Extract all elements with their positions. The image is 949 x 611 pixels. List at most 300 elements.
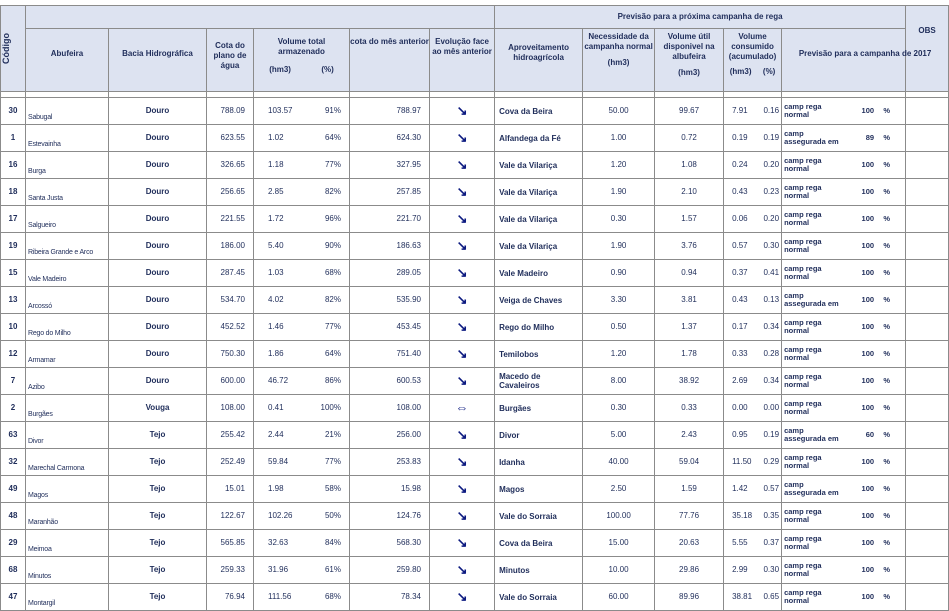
row-code: 47 — [1, 584, 26, 611]
row-consumido — [724, 314, 782, 341]
row-code: 10 — [1, 314, 26, 341]
row-cota: 326.65 — [207, 152, 254, 179]
row-consumido-pct: 0.28 — [763, 349, 780, 358]
row-bacia: Tejo — [109, 449, 207, 476]
row-consumido — [724, 152, 782, 179]
row-previsao-label: camp rega normal — [784, 102, 822, 119]
row-necessidade: 100.00 — [583, 503, 655, 530]
row-volume-util: 3.76 — [655, 233, 724, 260]
row-cota-anterior: 124.76 — [350, 503, 430, 530]
row-obs — [906, 341, 949, 368]
row-obs — [906, 584, 949, 611]
row-volume-pct: 68% — [324, 592, 341, 601]
row-aproveitamento: Magos — [495, 476, 583, 503]
row-consumido — [724, 341, 782, 368]
row-volume — [254, 368, 350, 395]
row-volume-hm3: 111.56 — [268, 592, 292, 601]
row-consumido — [724, 368, 782, 395]
row-volume-util: 0.72 — [655, 125, 724, 152]
header-evolucao — [430, 29, 495, 92]
row-bacia: Douro — [109, 368, 207, 395]
row-previsao-sign: % — [883, 457, 891, 466]
row-volume-hm3: 1.03 — [268, 268, 284, 277]
header-aproveitamento — [495, 29, 583, 92]
row-previsao-sign: % — [883, 511, 891, 520]
row-volume — [254, 125, 350, 152]
row-previsao — [782, 206, 906, 233]
row-obs — [906, 125, 949, 152]
table-row — [1, 287, 949, 314]
row-aproveitamento: Cova da Beira — [495, 530, 583, 557]
arrow-down-right-icon: ↘ — [430, 422, 495, 449]
row-cota-anterior: 256.00 — [350, 422, 430, 449]
row-necessidade: 5.00 — [583, 422, 655, 449]
arrow-down-right-icon: ↘ — [430, 98, 495, 125]
row-code: 2 — [1, 395, 26, 422]
table-row — [1, 530, 949, 557]
row-aproveitamento: Vale Madeiro — [495, 260, 583, 287]
row-previsao-sign: % — [883, 295, 891, 304]
row-previsao-label: camp rega normal — [784, 183, 822, 200]
row-bacia: Douro — [109, 260, 207, 287]
row-abufeira: Maranhão — [26, 503, 109, 530]
row-volume — [254, 98, 350, 125]
row-volume-hm3: 102.26 — [268, 511, 293, 520]
row-volume-hm3: 0.41 — [268, 403, 284, 412]
row-volume — [254, 395, 350, 422]
row-volume-pct: 82% — [324, 295, 341, 304]
table-row — [1, 503, 949, 530]
row-consumido-pct: 0.35 — [763, 511, 780, 520]
row-volume-util: 99.67 — [655, 98, 724, 125]
row-volume-hm3: 2.44 — [268, 430, 284, 439]
row-abufeira: Azibo — [26, 368, 109, 395]
row-consumido-hm3: 7.91 — [732, 106, 748, 115]
arrow-down-right-icon: ↘ — [430, 179, 495, 206]
row-bacia: Douro — [109, 206, 207, 233]
row-previsao-sign: % — [883, 160, 891, 169]
row-volume — [254, 260, 350, 287]
row-necessidade: 40.00 — [583, 449, 655, 476]
row-previsao-label: camp rega normal — [784, 561, 822, 578]
header-volume-util-label: Volume útil disponivel na albufeira — [663, 32, 715, 61]
row-cota-anterior: 221.70 — [350, 206, 430, 233]
row-previsao-sign: % — [883, 106, 891, 115]
row-consumido-pct: 0.29 — [763, 457, 780, 466]
row-necessidade: 60.00 — [583, 584, 655, 611]
row-volume-util: 20.63 — [655, 530, 724, 557]
row-aproveitamento: Vale do Sorraia — [495, 584, 583, 611]
row-previsao — [782, 152, 906, 179]
row-volume — [254, 422, 350, 449]
row-abufeira: Vale Madeiro — [26, 260, 109, 287]
row-consumido-pct: 0.34 — [763, 322, 780, 331]
row-aproveitamento: Vale do Sorraia — [495, 503, 583, 530]
table-row — [1, 260, 949, 287]
header-necessidade-label: Necessidade da campanha normal — [584, 32, 653, 51]
row-previsao-label: camp rega normal — [784, 588, 822, 605]
row-consumido-pct: 0.65 — [763, 592, 780, 601]
row-consumido-hm3: 38.81 — [732, 592, 753, 601]
row-volume-pct: 58% — [324, 484, 341, 493]
row-necessidade: 1.90 — [583, 179, 655, 206]
row-previsao-value: 100 — [861, 295, 875, 304]
row-previsao-label: camp rega normal — [784, 237, 822, 254]
row-bacia: Tejo — [109, 557, 207, 584]
row-consumido — [724, 179, 782, 206]
row-previsao-label: camp rega normal — [784, 453, 822, 470]
row-necessidade: 0.30 — [583, 395, 655, 422]
arrow-down-right-icon: ↘ — [430, 530, 495, 557]
header-cota-mes-label: cota do mês anterior — [350, 37, 429, 46]
row-volume-hm3: 1.46 — [268, 322, 284, 331]
row-cota: 259.33 — [207, 557, 254, 584]
table-row — [1, 557, 949, 584]
row-aproveitamento: Veiga de Chaves — [495, 287, 583, 314]
header-codigo — [1, 6, 26, 92]
row-previsao-sign: % — [883, 187, 891, 196]
row-previsao-value: 100 — [861, 457, 875, 466]
table-row — [1, 584, 949, 611]
row-necessidade: 1.90 — [583, 233, 655, 260]
row-volume — [254, 341, 350, 368]
arrow-down-right-icon: ↘ — [430, 233, 495, 260]
row-volume-util: 1.37 — [655, 314, 724, 341]
row-code: 63 — [1, 422, 26, 449]
row-code: 17 — [1, 206, 26, 233]
row-code: 18 — [1, 179, 26, 206]
row-previsao-sign: % — [883, 241, 891, 250]
row-consumido-hm3: 0.57 — [732, 241, 748, 250]
row-abufeira: Divor — [26, 422, 109, 449]
row-volume — [254, 584, 350, 611]
row-previsao-value: 89 — [865, 133, 875, 142]
row-previsao-value: 100 — [861, 106, 875, 115]
row-abufeira: Burga — [26, 152, 109, 179]
row-necessidade: 0.30 — [583, 206, 655, 233]
row-previsao-sign: % — [883, 430, 891, 439]
row-volume-hm3: 1.86 — [268, 349, 284, 358]
row-volume-util: 1.78 — [655, 341, 724, 368]
row-volume — [254, 314, 350, 341]
row-bacia: Tejo — [109, 584, 207, 611]
row-volume-util: 59.04 — [655, 449, 724, 476]
row-previsao-value: 100 — [861, 376, 875, 385]
row-necessidade: 8.00 — [583, 368, 655, 395]
row-volume — [254, 503, 350, 530]
table-row — [1, 341, 949, 368]
row-cota-anterior: 259.80 — [350, 557, 430, 584]
row-volume-pct: 50% — [324, 511, 341, 520]
header-previsao-title: Previsão para a próxima campanha de rega — [495, 6, 906, 29]
row-necessidade: 15.00 — [583, 530, 655, 557]
row-cota-anterior: 568.30 — [350, 530, 430, 557]
row-consumido — [724, 260, 782, 287]
row-previsao — [782, 557, 906, 584]
row-previsao-value: 100 — [861, 403, 875, 412]
row-obs — [906, 152, 949, 179]
row-abufeira: Armamar — [26, 341, 109, 368]
row-previsao-value: 100 — [861, 268, 875, 277]
row-previsao-value: 100 — [861, 484, 875, 493]
row-cota: 76.94 — [207, 584, 254, 611]
row-volume-hm3: 2.85 — [268, 187, 284, 196]
row-previsao-value: 100 — [861, 565, 875, 574]
arrow-down-right-icon: ↘ — [430, 503, 495, 530]
row-cota-anterior: 108.00 — [350, 395, 430, 422]
row-previsao — [782, 341, 906, 368]
row-previsao-label: camp rega normal — [784, 156, 822, 173]
table-row — [1, 179, 949, 206]
row-previsao-label: camp assegurada em — [784, 291, 839, 308]
row-obs — [906, 476, 949, 503]
row-previsao-label: camp rega normal — [784, 264, 822, 281]
arrow-down-right-icon: ↘ — [430, 584, 495, 611]
row-previsao-value: 100 — [861, 538, 875, 547]
arrow-down-right-icon: ↘ — [430, 476, 495, 503]
header-evolucao-label: Evolução face ao mês anterior — [432, 37, 492, 56]
row-cota-anterior: 186.63 — [350, 233, 430, 260]
row-code: 15 — [1, 260, 26, 287]
row-obs — [906, 260, 949, 287]
row-consumido-hm3: 0.06 — [732, 214, 748, 223]
header-consumido-unit-pct: (%) — [762, 67, 776, 76]
row-consumido-pct: 0.30 — [763, 565, 780, 574]
row-consumido — [724, 287, 782, 314]
row-previsao — [782, 98, 906, 125]
row-obs — [906, 314, 949, 341]
row-code: 19 — [1, 233, 26, 260]
row-consumido-hm3: 0.00 — [732, 403, 748, 412]
row-previsao — [782, 422, 906, 449]
row-volume-util: 2.10 — [655, 179, 724, 206]
row-volume — [254, 476, 350, 503]
row-consumido — [724, 449, 782, 476]
row-obs — [906, 557, 949, 584]
row-previsao-label: camp rega normal — [784, 534, 822, 551]
row-consumido-hm3: 0.37 — [732, 268, 748, 277]
row-volume-pct: 84% — [324, 538, 341, 547]
row-previsao-label: camp rega normal — [784, 372, 822, 389]
row-necessidade: 3.30 — [583, 287, 655, 314]
header-cota-label: Cota do plano de água — [213, 41, 247, 70]
table-row — [1, 233, 949, 260]
row-bacia: Vouga — [109, 395, 207, 422]
header-volume-consumido — [724, 29, 782, 92]
row-consumido — [724, 422, 782, 449]
row-aproveitamento: Minutos — [495, 557, 583, 584]
row-volume-hm3: 31.96 — [268, 565, 289, 574]
row-bacia: Douro — [109, 125, 207, 152]
row-cota: 287.45 — [207, 260, 254, 287]
row-necessidade: 10.00 — [583, 557, 655, 584]
header-volume-total — [254, 29, 350, 92]
table-row — [1, 125, 949, 152]
row-volume-pct: 96% — [324, 214, 341, 223]
row-abufeira: Burgães — [26, 395, 109, 422]
arrow-down-right-icon: ↘ — [430, 206, 495, 233]
row-volume-util: 0.94 — [655, 260, 724, 287]
row-bacia: Douro — [109, 98, 207, 125]
row-cota-anterior: 289.05 — [350, 260, 430, 287]
row-cota: 452.52 — [207, 314, 254, 341]
row-volume — [254, 557, 350, 584]
row-cota-anterior: 453.45 — [350, 314, 430, 341]
row-consumido-hm3: 0.17 — [732, 322, 748, 331]
row-volume-pct: 68% — [324, 268, 341, 277]
row-cota: 15.01 — [207, 476, 254, 503]
row-bacia: Douro — [109, 341, 207, 368]
row-aproveitamento: Alfandega da Fé — [495, 125, 583, 152]
row-bacia: Douro — [109, 314, 207, 341]
row-aproveitamento: Divor — [495, 422, 583, 449]
row-cota-anterior: 751.40 — [350, 341, 430, 368]
row-code: 1 — [1, 125, 26, 152]
row-volume-hm3: 4.02 — [268, 295, 284, 304]
row-volume — [254, 152, 350, 179]
row-obs — [906, 530, 949, 557]
row-abufeira: Salgueiro — [26, 206, 109, 233]
row-volume-pct: 86% — [324, 376, 341, 385]
row-volume-util: 2.43 — [655, 422, 724, 449]
row-cota: 600.00 — [207, 368, 254, 395]
row-previsao — [782, 260, 906, 287]
row-code: 16 — [1, 152, 26, 179]
header-volume-unit-hm3: (hm3) — [269, 65, 291, 74]
row-aproveitamento: Macedo de Cavaleiros — [495, 368, 583, 395]
row-cota: 256.65 — [207, 179, 254, 206]
row-volume-pct: 82% — [324, 187, 341, 196]
arrow-down-right-icon: ↘ — [430, 260, 495, 287]
row-previsao-sign: % — [883, 214, 891, 223]
row-previsao-value: 100 — [861, 187, 875, 196]
row-cota: 108.00 — [207, 395, 254, 422]
row-code: 29 — [1, 530, 26, 557]
row-aproveitamento: Temilobos — [495, 341, 583, 368]
row-abufeira: Montargil — [26, 584, 109, 611]
row-consumido-pct: 0.13 — [763, 295, 780, 304]
row-volume — [254, 449, 350, 476]
row-abufeira: Magos — [26, 476, 109, 503]
row-volume-util: 29.86 — [655, 557, 724, 584]
row-consumido — [724, 503, 782, 530]
row-aproveitamento: Idanha — [495, 449, 583, 476]
header-codigo-label: Código — [1, 33, 11, 64]
row-code: 30 — [1, 98, 26, 125]
row-cota-anterior: 535.90 — [350, 287, 430, 314]
row-necessidade: 0.90 — [583, 260, 655, 287]
row-volume-pct: 100% — [320, 403, 341, 412]
arrow-down-right-icon: ↘ — [430, 368, 495, 395]
row-code: 32 — [1, 449, 26, 476]
row-previsao-value: 100 — [861, 592, 875, 601]
row-consumido — [724, 233, 782, 260]
row-cota: 623.55 — [207, 125, 254, 152]
row-bacia: Tejo — [109, 476, 207, 503]
row-cota: 221.55 — [207, 206, 254, 233]
table-row — [1, 476, 949, 503]
row-previsao-sign: % — [883, 565, 891, 574]
row-previsao-label: camp rega normal — [784, 507, 822, 524]
row-volume-util: 89.96 — [655, 584, 724, 611]
row-volume-util: 77.76 — [655, 503, 724, 530]
row-consumido-pct: 0.00 — [763, 403, 780, 412]
header-volume-consumido-label: Volume consumido (acumulado) — [728, 32, 777, 61]
row-abufeira: Minutos — [26, 557, 109, 584]
row-previsao-label: camp rega normal — [784, 399, 822, 416]
row-volume-pct: 91% — [324, 106, 341, 115]
row-aproveitamento: Vale da Vilariça — [495, 179, 583, 206]
header-aproveitamento-label: Aproveitamento hidroagrícola — [508, 43, 570, 62]
row-consumido-hm3: 1.42 — [732, 484, 748, 493]
row-previsao-value: 100 — [861, 160, 875, 169]
row-obs — [906, 233, 949, 260]
header-volume-util-unit: (hm3) — [678, 68, 700, 77]
row-bacia: Douro — [109, 152, 207, 179]
row-code: 7 — [1, 368, 26, 395]
row-code: 68 — [1, 557, 26, 584]
row-previsao-label: camp assegurada em — [784, 480, 839, 497]
row-cota: 252.49 — [207, 449, 254, 476]
row-previsao — [782, 179, 906, 206]
row-obs — [906, 368, 949, 395]
row-obs — [906, 179, 949, 206]
row-volume — [254, 530, 350, 557]
row-previsao-label: camp rega normal — [784, 345, 822, 362]
row-previsao — [782, 503, 906, 530]
row-abufeira: Arcossó — [26, 287, 109, 314]
row-code: 49 — [1, 476, 26, 503]
row-previsao — [782, 125, 906, 152]
row-abufeira: Rego do Milho — [26, 314, 109, 341]
row-volume-util: 3.81 — [655, 287, 724, 314]
row-consumido-hm3: 2.69 — [732, 376, 748, 385]
row-previsao-label: camp rega normal — [784, 318, 822, 335]
header-previsao-campanha — [782, 29, 949, 92]
row-consumido-pct: 0.16 — [763, 106, 780, 115]
row-consumido-hm3: 0.43 — [732, 295, 748, 304]
row-aproveitamento: Vale da Vilariça — [495, 206, 583, 233]
row-consumido-pct: 0.34 — [763, 376, 780, 385]
row-code: 13 — [1, 287, 26, 314]
row-consumido-hm3: 0.24 — [732, 160, 748, 169]
row-aproveitamento: Cova da Beira — [495, 98, 583, 125]
row-consumido — [724, 557, 782, 584]
row-previsao — [782, 287, 906, 314]
row-necessidade: 0.50 — [583, 314, 655, 341]
row-volume-pct: 77% — [324, 322, 341, 331]
row-consumido-pct: 0.23 — [763, 187, 780, 196]
row-consumido-hm3: 11.50 — [732, 457, 752, 466]
header-obs-label: OBS — [918, 26, 936, 35]
row-consumido — [724, 476, 782, 503]
row-obs — [906, 395, 949, 422]
row-obs — [906, 206, 949, 233]
row-bacia: Tejo — [109, 503, 207, 530]
row-cota-anterior: 327.95 — [350, 152, 430, 179]
row-volume-hm3: 5.40 — [268, 241, 284, 250]
arrow-down-right-icon: ↘ — [430, 152, 495, 179]
row-previsao-sign: % — [883, 376, 891, 385]
row-cota-anterior: 78.34 — [350, 584, 430, 611]
row-volume-util: 1.59 — [655, 476, 724, 503]
row-aproveitamento: Vale da Vilariça — [495, 233, 583, 260]
arrow-down-right-icon: ↘ — [430, 314, 495, 341]
row-previsao — [782, 584, 906, 611]
row-previsao — [782, 449, 906, 476]
row-volume — [254, 179, 350, 206]
row-consumido — [724, 125, 782, 152]
